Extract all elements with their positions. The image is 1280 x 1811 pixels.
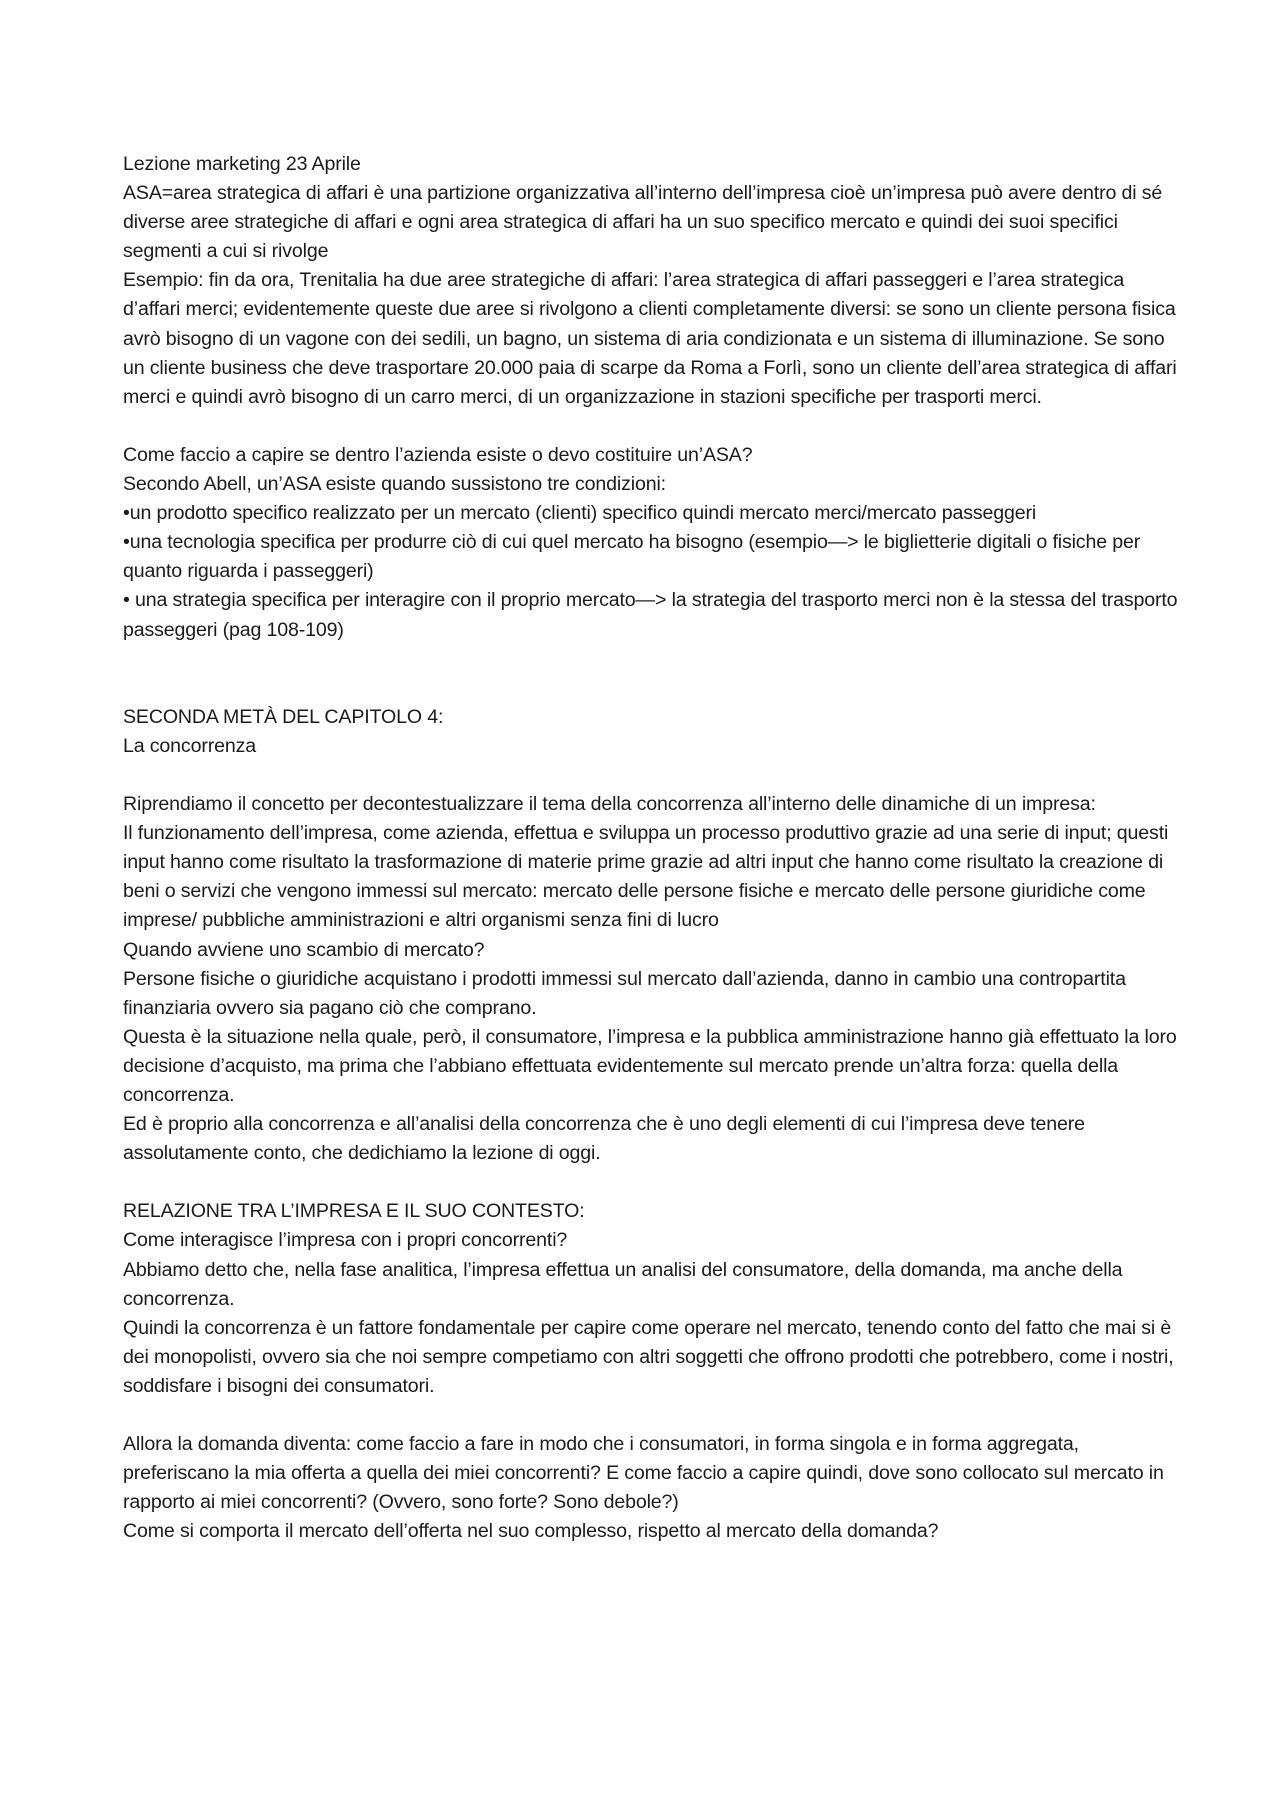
spacer — [123, 1401, 1183, 1430]
concorrenza-paragraph: Questa è la situazione nella quale, però, il consumatore, l’impresa e la pubblica amministrazione hanno già effettuato la loro decisione d’acquisto, ma prima che l’abbiano effettuata evidentemente sul mercato prende un’altra forza: quella della concorrenza. — [123, 1025, 1177, 1106]
spacer — [123, 645, 1183, 703]
relazione-paragraph: Abbiamo detto che, nella fase analitica, l’impresa effettua un analisi del consumatore, della domanda, ma anche della concorrenza. — [123, 1258, 1123, 1310]
relazione-heading: RELAZIONE TRA L’IMPRESA E IL SUO CONTESTO: — [123, 1200, 585, 1223]
relazione-paragraph: Quindi la concorrenza è un fattore fondamentale per capire come operare nel mercato, tenendo conto del fatto che mai si è dei monopolisti, ovvero sia che noi sempre competiamo con altri soggetti che offrono prodotti che potrebbero, come i nostri, soddisfare i bisogni dei consumatori. — [123, 1316, 1174, 1397]
concorrenza-paragraph: Riprendiamo il concetto per decontestualizzare il tema della concorrenza all’interno delle dinamiche di un impresa: — [123, 793, 1096, 816]
concorrenza-paragraph: Persone fisiche o giuridiche acquistano i prodotti immessi sul mercato dall’azienda, danno in cambio una contropartita finanziaria ovvero sia pagano ciò che comprano. — [123, 967, 1126, 1019]
concorrenza-paragraph: Ed è proprio alla concorrenza e all’analisi della concorrenza che è uno degli elementi di cui l’impresa deve tenere assolutamente conto, che dedichiamo la lezione di oggi. — [123, 1113, 1085, 1165]
domanda-paragraph: Come si comporta il mercato dell’offerta nel suo complesso, rispetto al mercato della domanda? — [123, 1520, 939, 1543]
spacer — [123, 1168, 1183, 1197]
spacer — [123, 412, 1183, 441]
document-page — [123, 150, 1183, 1547]
domanda-paragraph: Allora la domanda diventa: come faccio a fare in modo che i consumatori, in forma singola e in forma aggregata, preferiscano la mia offerta a quella dei miei concorrenti? E come faccio a capire quindi, dove sono collocato sul mercato in rapporto ai miei concorrenti? (Ovvero, sono forte? Sono debole?) — [123, 1433, 1164, 1514]
concorrenza-paragraph: Il funzionamento dell’impresa, come azienda, effettua e sviluppa un processo produttivo grazie ad una serie di input; questi input hanno come risultato la trasformazione di materie prime grazie ad altri input che hanno come risultato la creazione di beni o servizi che vengono immessi sul mercato: mercato delle persone fisiche e mercato delle persone giuridiche come imprese/ pubbliche amministrazioni e altri organismi senza fini di lucro — [123, 822, 1169, 932]
relazione-paragraph: Come interagisce l’impresa con i propri concorrenti? — [123, 1229, 568, 1252]
section-subheading: La concorrenza — [123, 734, 256, 757]
lesson-title: Lezione marketing 23 Aprile — [123, 153, 361, 175]
concorrenza-paragraph: Quando avviene uno scambio di mercato? — [123, 938, 485, 961]
abell-condition-strategy: • una strategia specifica per interagire con il proprio mercato—> la strategia del trasporto merci non è la stessa del trasporto passeggeri (pag 108-109) — [123, 589, 1178, 641]
asa-example-paragraph: Esempio: fin da ora, Trenitalia ha due aree strategiche di affari: l’area strategica di affari passeggeri e l’area strategica d’affari merci; evidentemente queste due aree si rivolgono a clienti completamente diversi: se sono un cliente persona fisica avrò bisogno di un vagone con dei sedili, un bagno, un sistema di aria condizionata e un sistema di illuminazione. Se sono un cliente business che deve trasportare 20.000 paia di scarpe da Roma a Forlì, sono un cliente dell’area strategica di affari merci e quindi avrò bisogno di un carro merci, di un organizzazione in stazioni specifiche per trasporti merci. — [123, 269, 1177, 408]
spacer — [123, 761, 1183, 790]
abell-condition-technology: •una tecnologia specifica per produrre ciò di cui quel mercato ha bisogno (esempio—> le biglietterie digitali o fisiche per quanto riguarda i passeggeri) — [123, 531, 1141, 583]
asa-question: Come faccio a capire se dentro l’azienda esiste o devo costituire un’ASA? — [123, 443, 753, 466]
section-heading: SECONDA METÀ DEL CAPITOLO 4: — [123, 705, 444, 728]
asa-definition-paragraph: ASA=area strategica di affari è una partizione organizzativa all’interno dell’impresa cioè un’impresa può avere dentro di sé diverse aree strategiche di affari e ogni area strategica di affari ha un suo specifico mercato e quindi dei suoi specifici segmenti a cui si rivolge — [123, 182, 1163, 263]
abell-condition-product: •un prodotto specifico realizzato per un mercato (clienti) specifico quindi mercato merci/mercato passeggeri — [123, 502, 1037, 525]
abell-intro: Secondo Abell, un’ASA esiste quando sussistono tre condizioni: — [123, 473, 666, 496]
